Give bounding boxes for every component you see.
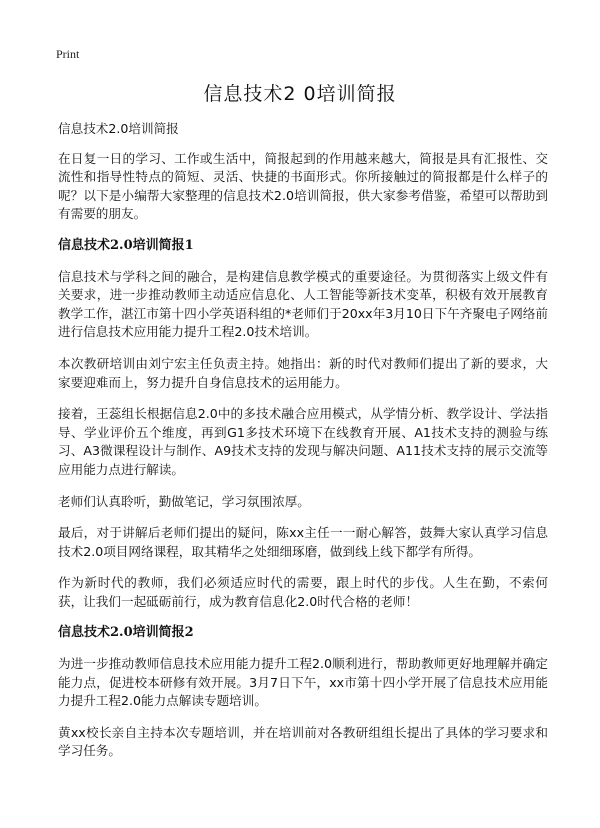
section-1-paragraph-1: 信息技术与学科之间的融合，是构建信息教学模式的重要途径。为贯彻落实上级文件有关要求，进一步推动教师主动适应信息化、人工智能等新技术变革，积极有效开展教育教学工作，湛江市第十四小学英语科组的*老师们于20xx年3月10日下午齐聚电子网络前进行信息技术应用能力提升工程2.0技术培训。 xyxy=(58,268,548,340)
page-title: 信息技术2 0培训简报 xyxy=(203,83,397,105)
section-2-paragraph-1: 为进一步推动教师信息技术应用能力提升工程2.0顺利进行，帮助教师更好地理解并确定能力点，促进校本研修有效开展。3月7日下午，xx市第十四小学开展了信息技术应用能力提升工程2.0能力点解读专题培训。 xyxy=(58,656,548,709)
print-label[interactable]: Print xyxy=(56,47,80,61)
section-1-paragraph-3: 接着，王蕊组长根据信息2.0中的多技术融合应用模式，从学情分析、教学设计、学法指导、学业评价五个维度，再到G1多技术环境下在线教育开展、A1技术支持的测验与练习、A3微课程设计与制作、A9技术支持的发现与解决问题、A11技术支持的展示交流等应用能力点进行解读。 xyxy=(58,406,548,477)
intro-paragraph: 在日复一日的学习、工作或生活中，简报起到的作用越来越大，简报是具有汇报性、交流性和指导性特点的简短、灵活、快捷的书面形式。你所接触过的简报都是什么样子的呢？以下是小编帮大家整理的信息技术2.0培训简报，供大家参考借鉴，希望可以帮助到有需要的朋友。 xyxy=(58,150,548,222)
section-2-heading: 信息技术2.0培训简报2 xyxy=(58,625,194,641)
document-subtitle: 信息技术2.0培训简报 xyxy=(58,121,179,136)
section-1-heading: 信息技术2.0培训简报1 xyxy=(58,237,194,253)
section-1-paragraph-2: 本次教研培训由刘宁宏主任负责主持。她指出：新的时代对教师们提出了新的要求，大家要迎难而上，努力提升自身信息技术的运用能力。 xyxy=(58,355,548,390)
section-2-paragraph-2: 黄xx校长亲自主持本次专题培训，并在培训前对各教研组组长提出了具体的学习要求和学习任务。 xyxy=(58,724,548,759)
document-body xyxy=(58,120,548,774)
section-1-paragraph-5: 最后，对于讲解后老师们提出的疑问，陈xx主任一一耐心解答，鼓舞大家认真学习信息技术2.0项目网络课程，取其精华之处细细琢磨，做到线上线下都学有所得。 xyxy=(58,525,548,559)
section-1-paragraph-4: 老师们认真聆听，勤做笔记，学习氛围浓厚。 xyxy=(58,493,310,509)
section-1-paragraph-6: 作为新时代的教师，我们必须适应时代的需要，跟上时代的步伐。人生在勤，不索何获，让我们一起砥砺前行，成为教育信息化2.0时代合格的老师！ xyxy=(58,575,548,609)
